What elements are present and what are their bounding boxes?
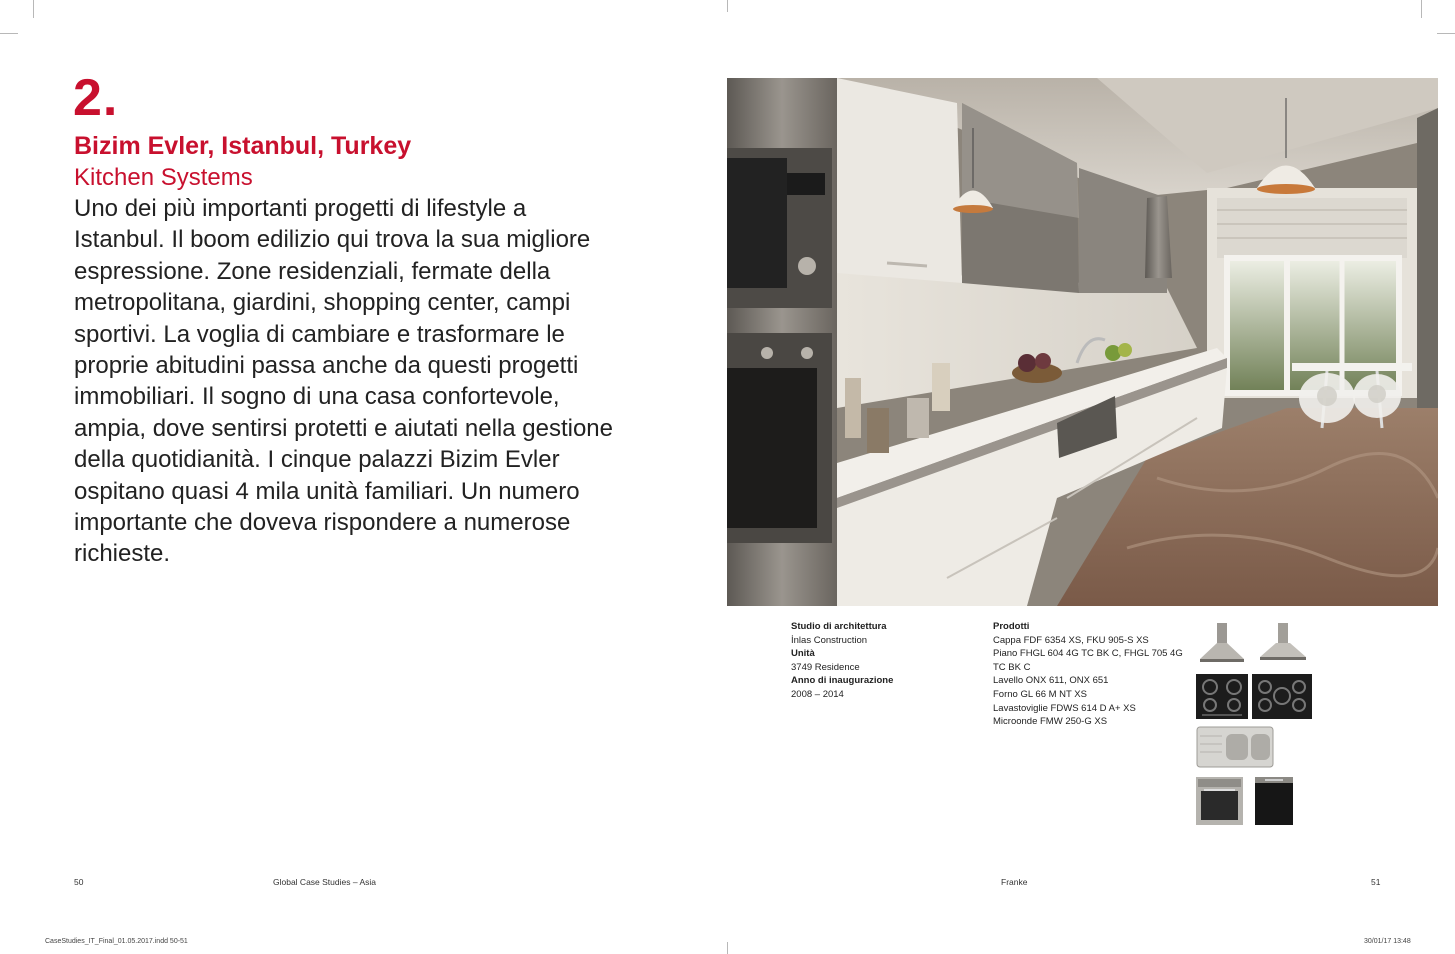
body-line: Uno dei più importanti progetti di lifestyle a [74, 195, 527, 222]
crop-mark [1437, 33, 1455, 34]
crop-mark [33, 0, 34, 18]
body-line: sportivi. La voglia di cambiare e trasformare le [74, 320, 565, 348]
sink-thumb [1196, 726, 1274, 768]
crop-mark [0, 33, 18, 34]
product-line: Microonde FMW 250-G XS [993, 716, 1108, 728]
product-line: Forno GL 66 M NT XS [993, 688, 1087, 700]
product-line: Lavello ONX 611, ONX 651 [993, 675, 1109, 687]
year-value: 2008 – 2014 [791, 688, 844, 700]
crop-mark [1421, 0, 1422, 18]
product-line: Piano FHGL 604 4G TC BK C, FHGL 705 4G [993, 648, 1183, 660]
print-slug-datetime: 30/01/17 13:48 [1364, 938, 1411, 945]
studio-label: Studio di architettura [791, 621, 887, 632]
case-subtitle: Kitchen Systems [74, 164, 253, 191]
units-label: Unità [791, 648, 815, 660]
hood-fku-thumb [1254, 621, 1312, 667]
body-line: della quotidianità. I cinque palazzi Bizim Evler [74, 446, 560, 474]
crop-mark [727, 942, 728, 954]
dishwasher-thumb [1255, 777, 1293, 825]
product-line: Lavastoviglie FDWS 614 D A+ XS [993, 702, 1136, 714]
kitchen-photo [727, 78, 1438, 606]
body-line: immobiliari. Il sogno di una casa confortevole, [74, 383, 560, 411]
body-line: ampia, dove sentirsi protetti e aiutati nella gestione [74, 414, 613, 442]
gas-hob-thumb [1196, 674, 1248, 719]
body-line: importante che doveva rispondere a numerose [74, 509, 571, 537]
right-page-number: 51 [1371, 877, 1381, 887]
studio-value: İnlas Construction [791, 634, 868, 646]
body-line: metropolitana, giardini, shopping center, campi [74, 289, 571, 317]
body-line: richieste. [74, 540, 171, 568]
hood-fdf-thumb [1196, 621, 1248, 667]
gas-hob-5-thumb [1252, 674, 1312, 719]
crop-mark [727, 0, 728, 12]
product-line: TC BK C [993, 661, 1031, 673]
year-label: Anno di inaugurazione [791, 675, 894, 687]
project-details [791, 620, 971, 702]
body-line: proprie abitudini passa anche da questi progetti [74, 352, 579, 380]
product-line: Cappa FDF 6354 XS, FKU 905-S XS [993, 634, 1149, 646]
brand-name: Franke [1001, 877, 1028, 887]
oven-thumb [1196, 777, 1243, 825]
products-list [993, 620, 1183, 729]
body-line: Istanbul. Il boom edilizio qui trova la sua migliore [74, 226, 591, 254]
print-slug-file: CaseStudies_IT_Final_01.05.2017.indd 50-51 [45, 938, 188, 945]
products-label: Prodotti [993, 621, 1030, 632]
body-line: ospitano quasi 4 mila unità familiari. Un numero [74, 477, 580, 505]
body-line: espressione. Zone residenziali, fermate della [74, 257, 551, 285]
case-title: Bizim Evler, Istanbul, Turkey [74, 132, 412, 160]
left-page-number: 50 [74, 877, 84, 887]
case-number: 2. [73, 69, 119, 127]
units-value: 3749 Residence [791, 661, 860, 673]
section-title: Global Case Studies – Asia [273, 877, 377, 887]
body-text [74, 193, 619, 570]
